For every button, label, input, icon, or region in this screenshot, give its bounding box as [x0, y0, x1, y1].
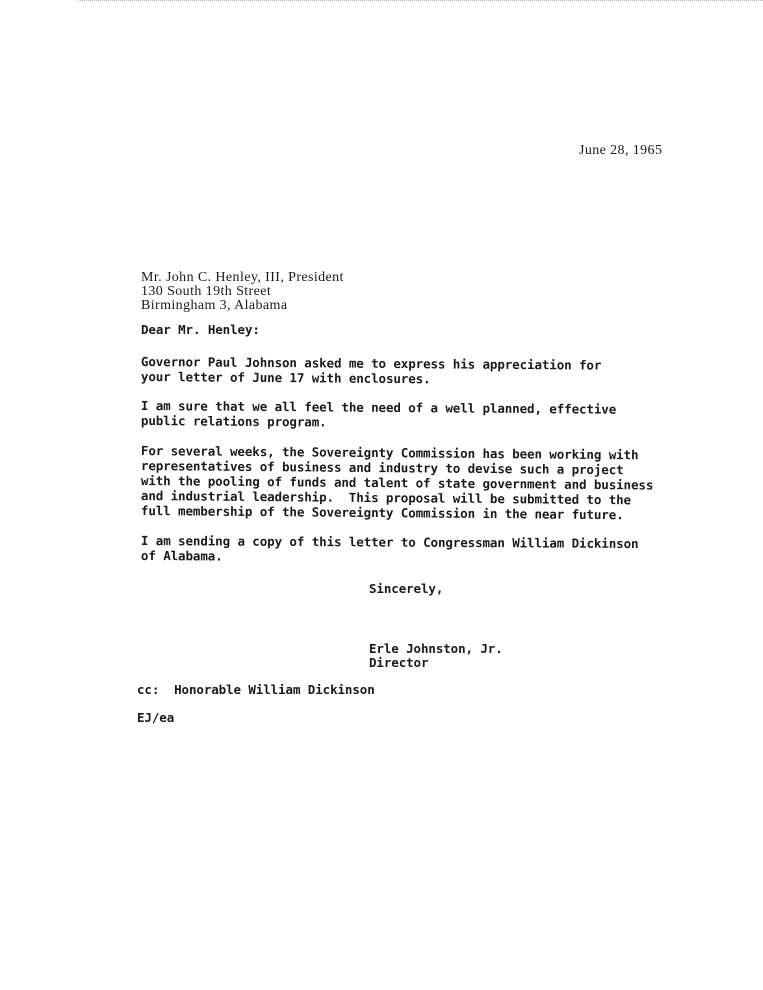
closing: Sincerely, — [369, 581, 444, 596]
body-line: of Alabama. — [140, 548, 223, 564]
body-line: Governor Paul Johnson asked me to express his appreciation for — [140, 354, 602, 373]
reference-initials: EJ/ea — [137, 710, 175, 725]
signer-title: Director — [369, 655, 429, 670]
body-line: I am sure that we all feel the need of a well planned, effective — [140, 398, 617, 417]
body-line: and industrial leadership. This proposal will be submitted to the — [140, 488, 632, 508]
body-line: your letter of June 17 with enclosures. — [140, 369, 431, 387]
letter-date: June 28, 1965 — [579, 143, 663, 158]
salutation: Dear Mr. Henley: — [141, 322, 260, 337]
cc-line: cc: Honorable William Dickinson — [137, 682, 375, 697]
recipient-line-1: Mr. John C. Henley, III, President — [141, 270, 344, 285]
top-border — [78, 0, 763, 1]
body-line: I am sending a copy of this letter to Congressman William Dickinson — [140, 533, 639, 552]
recipient-line-3: Birmingham 3, Alabama — [141, 298, 288, 313]
signer-name: Erle Johnston, Jr. — [369, 641, 503, 656]
body-line: For several weeks, the Sovereignty Commission has been working with — [140, 443, 639, 463]
body-line: with the pooling of funds and talent of state government and business — [140, 473, 654, 493]
body-line: full membership of the Sovereignty Commission in the near future. — [140, 503, 624, 523]
body-line: public relations program. — [140, 413, 327, 430]
body-line: representatives of business and industry to devise such a project — [140, 458, 624, 478]
recipient-line-2: 130 South 19th Street — [141, 284, 272, 299]
